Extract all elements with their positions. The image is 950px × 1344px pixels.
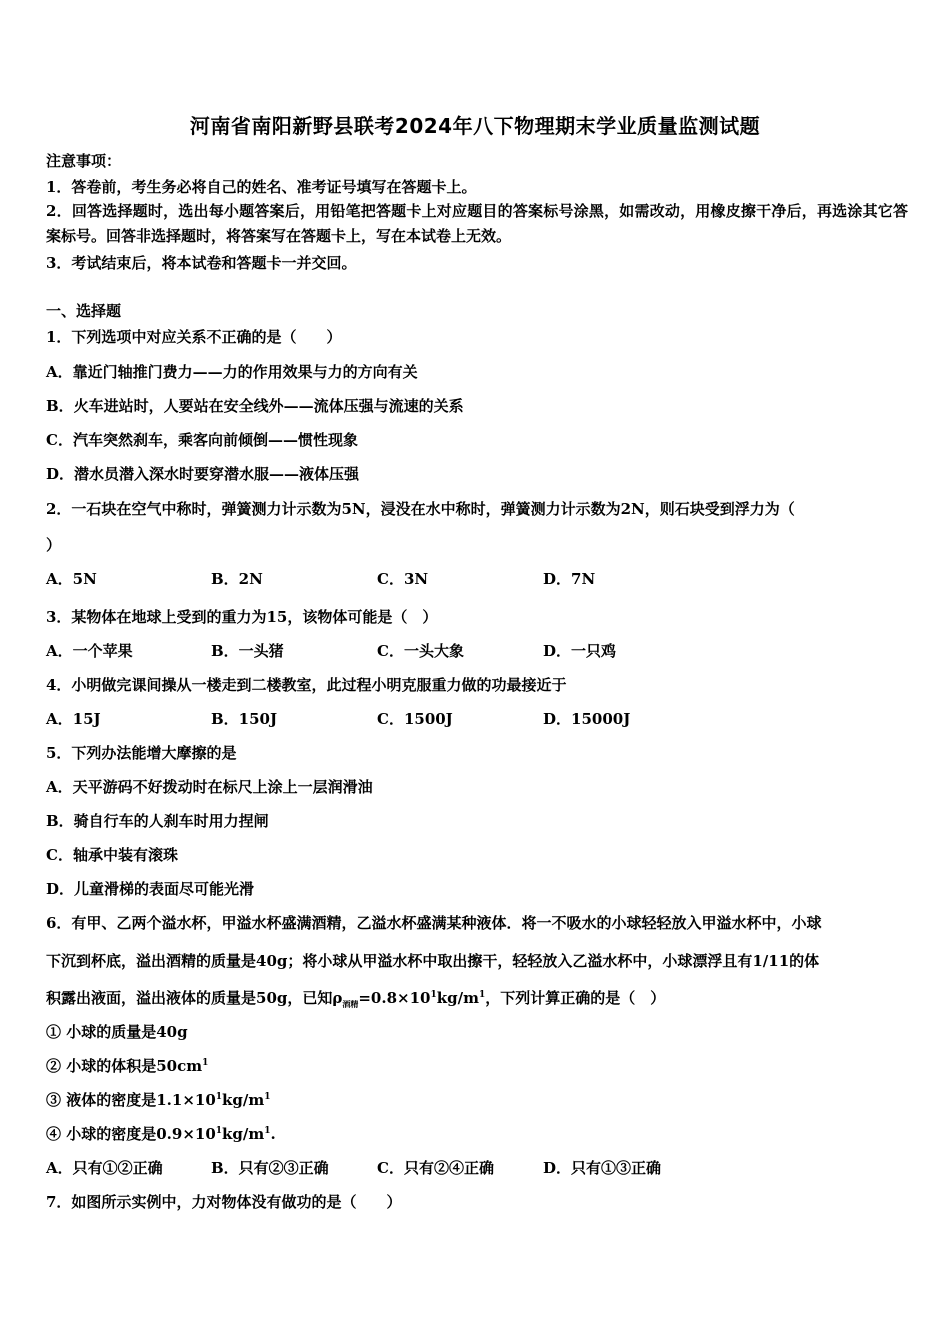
q5-option-b: B．骑自行车的人刹车时用力捏闸: [46, 812, 269, 830]
q6-stem-line2: 下沉到杯底，溢出酒精的质量是40g；将小球从甲溢水杯中取出擦干，轻轻放入乙溢水杯中，小球漂浮且有1/11的体: [46, 952, 820, 970]
q6-statement-2: ② 小球的体积是$50cm^1$: [46, 1057, 209, 1075]
q7-stem: 7．如图所示实例中，力对物体没有做功的是（ ）: [46, 1193, 402, 1211]
page-title: 河南省南阳新野县联考2024年八下物理期末学业质量监测试题: [189, 114, 761, 138]
q6-statement-1: ① 小球的质量是40g: [46, 1023, 188, 1041]
q6-stem-line3: 积露出液面，溢出液体的质量是50g，已知$\rho_{酒精}=0.8\times 10^1kg/m^1$，下列计算正确的是（ ）: [46, 989, 666, 1009]
notice-item-1: 1．答卷前，考生务必将自己的姓名、准考证号填写在答题卡上。: [46, 178, 477, 196]
q4-option-b: B．150J: [211, 710, 278, 728]
q1-stem: 1．下列选项中对应关系不正确的是（ ）: [46, 328, 342, 346]
q6-statement-3: ③ 液体的密度是$1.1\times 10^1kg/m^1$: [46, 1091, 271, 1109]
q4-option-a: A．15J: [46, 710, 101, 728]
q3-option-d: D．一只鸡: [543, 642, 617, 660]
q4-stem: 4．小明做完课间操从一楼走到二楼教室，此过程小明克服重力做的功最接近于: [46, 676, 567, 694]
q1-option-a: A．靠近门轴推门费力——力的作用效果与力的方向有关: [46, 363, 418, 381]
q3-stem: 3．某物体在地球上受到的重力为15，该物体可能是（ ）: [46, 608, 438, 626]
q5-option-a: A．天平游码不好拨动时在标尺上涂上一层润滑油: [46, 778, 373, 796]
q1-option-d: D．潜水员潜入深水时要穿潜水服——液体压强: [46, 465, 360, 483]
notice-heading: 注意事项：: [46, 152, 122, 170]
q3-option-c: C．一头大象: [377, 642, 464, 660]
q5-option-d: D．儿童滑梯的表面尽可能光滑: [46, 880, 255, 898]
q2-option-d: D．7N: [543, 570, 596, 588]
notice-item-3: 3．考试结束后，将本试卷和答题卡一并交回。: [46, 254, 357, 272]
q3-option-b: B．一头猪: [211, 642, 284, 660]
q6-stem-line1: 6．有甲、乙两个溢水杯，甲溢水杯盛满酒精，乙溢水杯盛满某种液体．将一不吸水的小球轻轻放入甲溢水杯中，小球: [46, 914, 822, 932]
notice-item-2: 2．回答选择题时，选出每小题答案后，用铅笔把答题卡上对应题目的答案标号涂黑，如需改动，用橡皮擦干净后，再选涂其它答案标号。回答非选择题时，将答案写在答题卡上，写在本试卷上无效。: [46, 202, 908, 245]
q3-option-a: A．一个苹果: [46, 642, 133, 660]
q1-option-c: C．汽车突然刹车，乘客向前倾倒——惯性现象: [46, 431, 358, 449]
q6-option-a: A．只有①②正确: [46, 1159, 163, 1177]
section-heading: 一、选择题: [46, 302, 122, 320]
q4-option-d: D．15000J: [543, 710, 631, 728]
q6-statement-4: ④ 小球的密度是$0.9\times 10^1kg/m^1$.: [46, 1125, 276, 1143]
q2-option-a: A．5N: [46, 570, 97, 588]
q2-option-b: B．2N: [211, 570, 263, 588]
q4-option-c: C．1500J: [377, 710, 453, 728]
q2-stem: 2．一石块在空气中称时，弹簧测力计示数为5N，浸没在水中称时，弹簧测力计示数为2N，则石块受到浮力为（: [46, 500, 795, 518]
q6-option-c: C．只有②④正确: [377, 1159, 494, 1177]
q6-option-d: D．只有①③正确: [543, 1159, 662, 1177]
q5-option-c: C．轴承中装有滚珠: [46, 846, 178, 864]
q6-option-b: B．只有②③正确: [211, 1159, 329, 1177]
q2-option-c: C．3N: [377, 570, 429, 588]
q2-stem-end: ）: [46, 536, 62, 554]
q5-stem: 5．下列办法能增大摩擦的是: [46, 744, 237, 762]
q1-option-b: B．火车进站时，人要站在安全线外——流体压强与流速的关系: [46, 397, 464, 415]
